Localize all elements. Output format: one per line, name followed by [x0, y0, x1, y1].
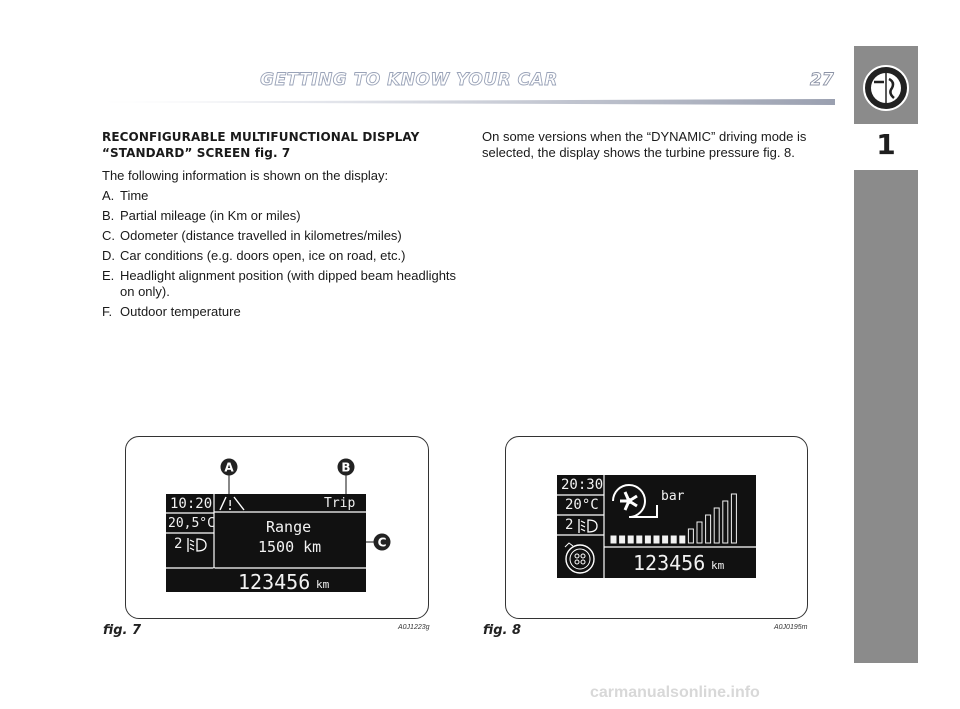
- fig8-odometer-unit: km: [711, 559, 725, 572]
- list-text: Headlight alignment position (with dipped beam headlights on only).: [120, 268, 457, 299]
- callout-b-badge: [337, 458, 355, 476]
- pressure-bar: [688, 529, 693, 543]
- list-letter: A.: [102, 188, 115, 203]
- fig7-headlight-level: 2: [174, 536, 183, 552]
- header-rule: [100, 99, 835, 105]
- fig8-temperature: 20°C: [565, 497, 599, 513]
- pressure-bar: [628, 536, 633, 543]
- list-item: [102, 248, 462, 264]
- fig8-lcd-screen: [557, 475, 756, 578]
- section-heading-line1: RECONFIGURABLE MULTIFUNCTIONAL DISPLAY: [102, 130, 420, 144]
- pressure-bar: [654, 536, 659, 543]
- fig8-caption: fig. 8: [483, 623, 522, 638]
- callout-b-label: B: [341, 460, 351, 475]
- fig7-range-value: 1500 km: [258, 538, 322, 556]
- list-item: [102, 188, 462, 204]
- list-letter: C.: [102, 228, 115, 243]
- list-letter: E.: [102, 268, 115, 283]
- pressure-bar: [620, 536, 625, 543]
- list-item: [102, 304, 462, 320]
- pressure-bar: [663, 536, 668, 543]
- fig7-trip-label: Trip: [324, 496, 356, 511]
- fig8-time: 20:30: [561, 477, 604, 493]
- fig8-code: A0J0195m: [774, 624, 808, 631]
- callout-a-badge: [220, 458, 238, 476]
- pressure-bar: [611, 536, 616, 543]
- section-heading: [102, 129, 462, 161]
- fig7-odometer: 123456: [238, 570, 311, 594]
- fig7-range-label: Range: [266, 518, 312, 536]
- list-text: Odometer (distance travelled in kilometres/miles): [120, 228, 402, 243]
- chapter-number: 1: [876, 128, 896, 161]
- headlight-alignment-icon: [577, 517, 599, 535]
- list-item: [102, 268, 462, 300]
- pressure-bar: [645, 536, 650, 543]
- fig8-headlight-level: 2: [565, 517, 574, 533]
- fig7-temperature: 20,5°C: [168, 516, 215, 531]
- pressure-bar: [714, 508, 719, 543]
- list-text: Partial mileage (in Km or miles): [120, 208, 301, 223]
- dynamic-mode-icon: [561, 539, 599, 575]
- callout-c-badge: [373, 533, 391, 551]
- fig7-time: 10:20: [170, 496, 213, 512]
- fig7-caption: fig. 7: [103, 623, 142, 638]
- list-letter: F.: [102, 304, 113, 319]
- list-text: Time: [120, 188, 149, 203]
- callout-a-label: A: [224, 460, 234, 475]
- alfa-romeo-badge-icon: [862, 64, 910, 112]
- list-text: Car conditions (e.g. doors open, ice on road, etc.): [120, 248, 406, 263]
- info-list: [102, 188, 462, 320]
- page-number: 27: [810, 70, 834, 90]
- pressure-bar: [706, 515, 711, 543]
- fig7-code: A0J1223g: [398, 624, 430, 631]
- pressure-bar: [723, 501, 728, 543]
- section-heading-line2: “STANDARD” SCREEN fig. 7: [102, 146, 291, 160]
- pressure-bar: [680, 536, 685, 543]
- turbo-pressure-bargraph: [609, 487, 754, 545]
- right-column-paragraph: On some versions when the “DYNAMIC” driving mode is selected, the display shows the turbine pressure fig. 8.: [482, 129, 807, 160]
- watermark: carmanualsonline.info: [590, 684, 760, 701]
- left-column: [102, 129, 462, 324]
- intro-text: The following information is shown on the display:: [102, 168, 389, 183]
- list-letter: D.: [102, 248, 115, 263]
- list-letter: B.: [102, 208, 115, 223]
- list-item: [102, 228, 462, 244]
- pressure-bar: [671, 536, 676, 543]
- pressure-bar: [731, 494, 736, 543]
- fig8-pressure-unit: bar: [661, 489, 685, 504]
- running-header-title: GETTING TO KNOW YOUR CAR: [260, 70, 558, 90]
- fig8-odometer: 123456: [633, 551, 706, 575]
- list-item: [102, 208, 462, 224]
- callout-c-label: C: [377, 535, 387, 550]
- list-text: Outdoor temperature: [120, 304, 241, 319]
- fig7-callout-lines: [166, 456, 396, 596]
- pressure-bar: [697, 522, 702, 543]
- fig7-odometer-unit: km: [316, 578, 330, 591]
- pressure-bar: [637, 536, 642, 543]
